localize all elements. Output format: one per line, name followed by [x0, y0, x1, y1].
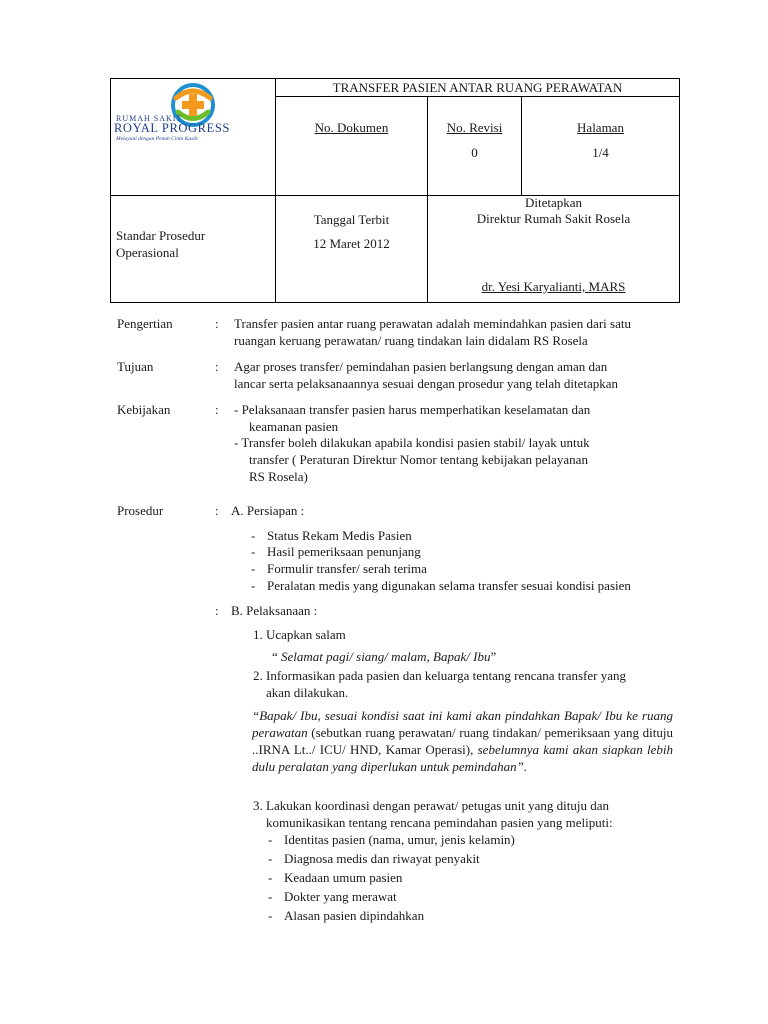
list-dash: - — [251, 561, 256, 576]
step-2-cont: akan dilakukan. — [266, 685, 349, 700]
approved-label: Ditetapkan — [524, 195, 583, 210]
list-dash: - — [251, 528, 256, 543]
step-1: 1. Ucapkan salam — [253, 627, 346, 642]
pengertian-colon: : — [215, 316, 219, 331]
list-item: Hasil pemeriksaan penunjang — [267, 544, 421, 559]
list-item: Alasan pasien dipindahkan — [284, 908, 425, 923]
page-label: Halaman — [577, 120, 624, 135]
quote-italic-a: “Bapak/ Ibu, sesuai kondisi saat ini kami akan pindahkan Bapak/ Ibu ke ruang perawatan — [252, 708, 673, 740]
list-item: Formulir transfer/ serah terima — [267, 561, 427, 576]
sop-label-line2: Operasional — [116, 245, 179, 260]
prosedur-label: Prosedur — [117, 503, 164, 518]
list-item: Identitas pasien (nama, umur, jenis kelamin) — [284, 832, 515, 847]
list-item: Dokter yang merawat — [284, 889, 397, 904]
list-dash: - — [268, 851, 273, 866]
kebijakan-colon: : — [215, 402, 219, 417]
quote-close: ” — [490, 649, 497, 664]
issue-date-label: Tanggal Terbit — [313, 212, 390, 227]
list-item: Status Rekam Medis Pasien — [267, 528, 412, 543]
kebijakan-line: - Pelaksanaan transfer pasien harus memperhatikan keselamatan dan — [234, 402, 591, 417]
step-1-quote — [272, 648, 496, 665]
kebijakan-line: keamanan pasien — [249, 419, 339, 434]
list-dash: - — [251, 544, 256, 559]
persiapan-heading: A. Persiapan : — [231, 503, 305, 518]
document-title: TRANSFER PASIEN ANTAR RUANG PERAWATAN — [332, 80, 623, 95]
tujuan-label: Tujuan — [117, 359, 154, 374]
prosedur-colon: : — [215, 503, 219, 518]
list-dash: - — [268, 870, 273, 885]
pengertian-label: Pengertian — [117, 316, 173, 331]
pengertian-line: Transfer pasien antar ruang perawatan adalah memindahkan pasien dari satu — [234, 316, 631, 331]
signatory-name: dr. Yesi Karyalianti, MARS — [481, 279, 626, 294]
kebijakan-line: - Transfer boleh dilakukan apabila kondisi pasien stabil/ layak untuk — [234, 435, 590, 450]
list-dash: - — [268, 832, 273, 847]
step-3: 3. Lakukan koordinasi dengan perawat/ petugas unit yang dituju dan — [253, 798, 609, 813]
tujuan-line: Agar proses transfer/ pemindahan pasien berlangsung dengan aman dan — [234, 359, 608, 374]
pelaksanaan-heading: B. Pelaksanaan : — [231, 603, 318, 618]
list-item: Keadaan umum pasien — [284, 870, 403, 885]
sop-label-line1: Standar Prosedur — [116, 228, 206, 243]
doc-number-label: No. Dokumen — [314, 120, 389, 135]
kebijakan-line: RS Rosela) — [249, 469, 308, 484]
quote-normal-b: (sebutkan ruang perawatan/ ruang tindakan/ pemeriksaan yang dituju ..IRNA Lt../ ICU/ HND, Kamar Operasi), — [252, 725, 673, 757]
logo-line2: ROYAL PROGRESS — [114, 121, 230, 135]
kebijakan-line: transfer ( Peraturan Direktur Nomor tentang kebijakan pelayanan — [249, 452, 588, 467]
approved-by: Direktur Rumah Sakit Rosela — [476, 211, 631, 226]
hospital-logo — [114, 80, 272, 190]
logo-tagline: Melayani dengan Penuh Cinta Kasih — [116, 136, 198, 142]
greeting-text: Selamat pagi/ siang/ malam, Bapak/ Ibu — [281, 649, 491, 664]
step-2-quote — [252, 707, 673, 775]
step-2: 2. Informasikan pada pasien dan keluarga tentang rencana transfer yang — [253, 668, 626, 683]
issue-date-value: 12 Maret 2012 — [313, 236, 390, 251]
tujuan-colon: : — [215, 359, 219, 374]
kebijakan-label: Kebijakan — [117, 402, 171, 417]
quote-italic-c: sebelumnya kami akan siapkan lebih dulu peralatan yang diperlukan untuk pemindahan”. — [252, 742, 674, 774]
list-dash: - — [251, 578, 256, 593]
revision-value: 0 — [471, 145, 478, 160]
tujuan-line: lancar serta pelaksanaannya sesuai dengan prosedur yang telah ditetapkan — [234, 376, 619, 391]
revision-label: No. Revisi — [446, 120, 503, 135]
quote-open: “ — [272, 649, 278, 664]
step-3-cont: komunikasikan tentang rencana pemindahan pasien yang meliputi: — [266, 815, 613, 830]
list-dash: - — [268, 908, 273, 923]
list-item: Peralatan medis yang digunakan selama transfer sesuai kondisi pasien — [267, 578, 631, 593]
pengertian-line: ruangan keruang perawatan/ ruang tindakan lain didalam RS Rosela — [234, 333, 588, 348]
page-value: 1/4 — [592, 145, 609, 160]
logo-line1: RUMAH SAKIT — [116, 114, 183, 123]
list-item: Diagnosa medis dan riwayat penyakit — [284, 851, 480, 866]
list-dash: - — [268, 889, 273, 904]
pelaksanaan-colon: : — [215, 603, 219, 618]
